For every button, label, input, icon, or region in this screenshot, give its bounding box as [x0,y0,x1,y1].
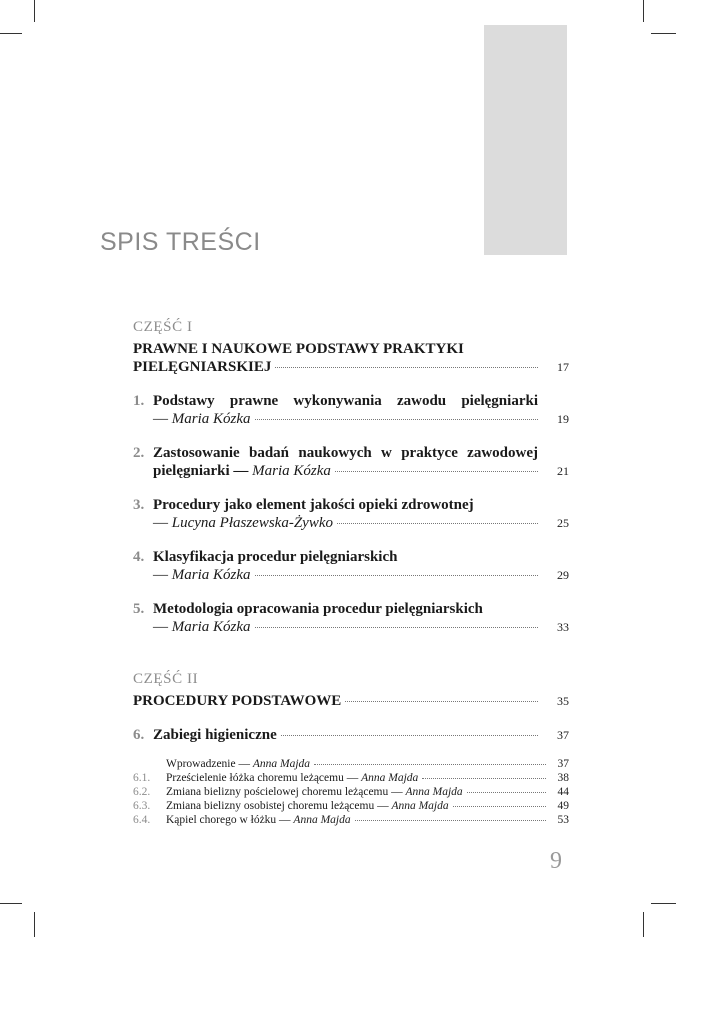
part-title [133,692,569,710]
table-of-contents [133,318,569,827]
toc-entry[interactable] [133,600,569,636]
subsection-title: Wprowadzenie — [166,758,250,770]
subsection-item[interactable] [133,757,569,771]
subsection-item[interactable] [133,813,569,827]
leader-dots [255,627,539,628]
chapter-title-cont: — [153,515,168,531]
page-number: 21 [557,464,569,478]
subsection-item[interactable] [133,785,569,799]
chapter-number: 1. [133,393,145,409]
decorative-gray-block [484,25,567,255]
crop-mark [651,903,676,904]
subsection-title: Kąpiel chorego w łóżku — [166,814,291,826]
crop-mark [0,903,22,904]
page-number: 25 [557,516,569,530]
chapter-author: Maria Kózka [171,411,251,427]
chapter-title-cont: — [153,619,168,635]
part-title-line1: PROCEDURY PODSTAWOWE [133,693,342,709]
subsection-number [133,757,166,771]
chapter-title: Podstawy prawne wykonywania zawodu pielęgniarki [153,393,538,409]
toc-entry[interactable] [133,496,569,532]
leader-dots [337,523,538,524]
subsection-number: 6.2. [133,786,151,798]
subsection-title: Zmiana bielizny osobistej choremu leżącemu — [166,800,389,812]
toc-entry[interactable] [133,444,569,480]
chapter-title: Procedury jako element jakości opieki zdrowotnej [153,497,474,513]
chapter-number: 2. [133,445,145,461]
part-label: CZĘŚĆ II [133,671,199,687]
page-number: 33 [557,620,569,634]
leader-dots [314,764,546,765]
leader-dots [255,575,539,576]
subsection-author: Anna Majda [391,800,449,812]
subsection-author: Anna Majda [252,758,311,770]
chapter-author: Lucyna Płaszewska-Żywko [171,515,333,531]
leader-dots [275,367,538,368]
page-number: 53 [557,814,569,826]
crop-mark [651,33,676,34]
subsection-author: Anna Majda [293,814,351,826]
crop-mark [643,912,644,937]
subsection-title: Prześcielenie łóżka choremu leżącemu — [166,772,359,784]
leader-dots [467,792,546,793]
leader-dots [335,471,538,472]
page-number-footer: 9 [550,848,562,874]
page-number: 29 [557,568,569,582]
toc-entry[interactable] [133,392,569,428]
subsection-number: 6.1. [133,772,151,784]
subsection-author: Anna Majda [361,772,419,784]
page-title: SPIS TREŚCI [100,228,261,256]
chapter-number: 5. [133,601,145,617]
subsection-item[interactable] [133,771,569,785]
page-number: 49 [557,800,569,812]
chapter-title-cont: pielęgniarki — [153,463,249,479]
page-number: 37 [557,728,569,742]
chapter-author: Maria Kózka [171,619,251,635]
leader-dots [345,701,538,702]
chapter-number: 4. [133,549,145,565]
page-number: 35 [557,694,569,708]
page-number: 17 [557,360,569,374]
part-1 [133,318,569,376]
chapter-number: 3. [133,497,145,513]
chapter-author: Maria Kózka [252,463,331,479]
subsection-author: Anna Majda [405,786,463,798]
part-title-line2: PIELĘGNIARSKIEJ [133,359,272,375]
page-number: 38 [557,772,569,784]
page-number: 37 [557,758,569,770]
chapter-number: 6. [133,727,145,743]
subsection-title: Zmiana bielizny pościelowej choremu leżącemu — [166,786,403,798]
crop-mark [643,0,644,22]
crop-mark [34,912,35,937]
toc-entry[interactable] [133,548,569,584]
part-2 [133,670,569,710]
leader-dots [281,735,538,736]
crop-mark [34,0,35,22]
leader-dots [422,778,546,779]
chapter-author: Maria Kózka [171,567,251,583]
leader-dots [255,419,539,420]
page-number: 19 [557,412,569,426]
subsection-number: 6.3. [133,800,151,812]
chapter-title: Zabiegi higieniczne [153,727,277,743]
part-label: CZĘŚĆ I [133,319,193,335]
subsection-item[interactable] [133,799,569,813]
toc-entry[interactable] [133,726,569,744]
page-number: 44 [557,786,569,798]
subsection-list [133,757,569,827]
chapter-title-cont: — [153,411,168,427]
chapter-title-cont: — [153,567,168,583]
part-title [133,340,569,376]
leader-dots [355,820,546,821]
leader-dots [453,806,546,807]
crop-mark [0,33,22,34]
part-title-line1: PRAWNE I NAUKOWE PODSTAWY PRAKTYKI [133,341,464,357]
chapter-title: Klasyfikacja procedur pielęgniarskich [153,549,398,565]
subsection-number: 6.4. [133,814,151,826]
chapter-title: Zastosowanie badań naukowych w praktyce zawodowej [153,445,538,461]
chapter-title: Metodologia opracowania procedur pielęgniarskich [153,601,483,617]
